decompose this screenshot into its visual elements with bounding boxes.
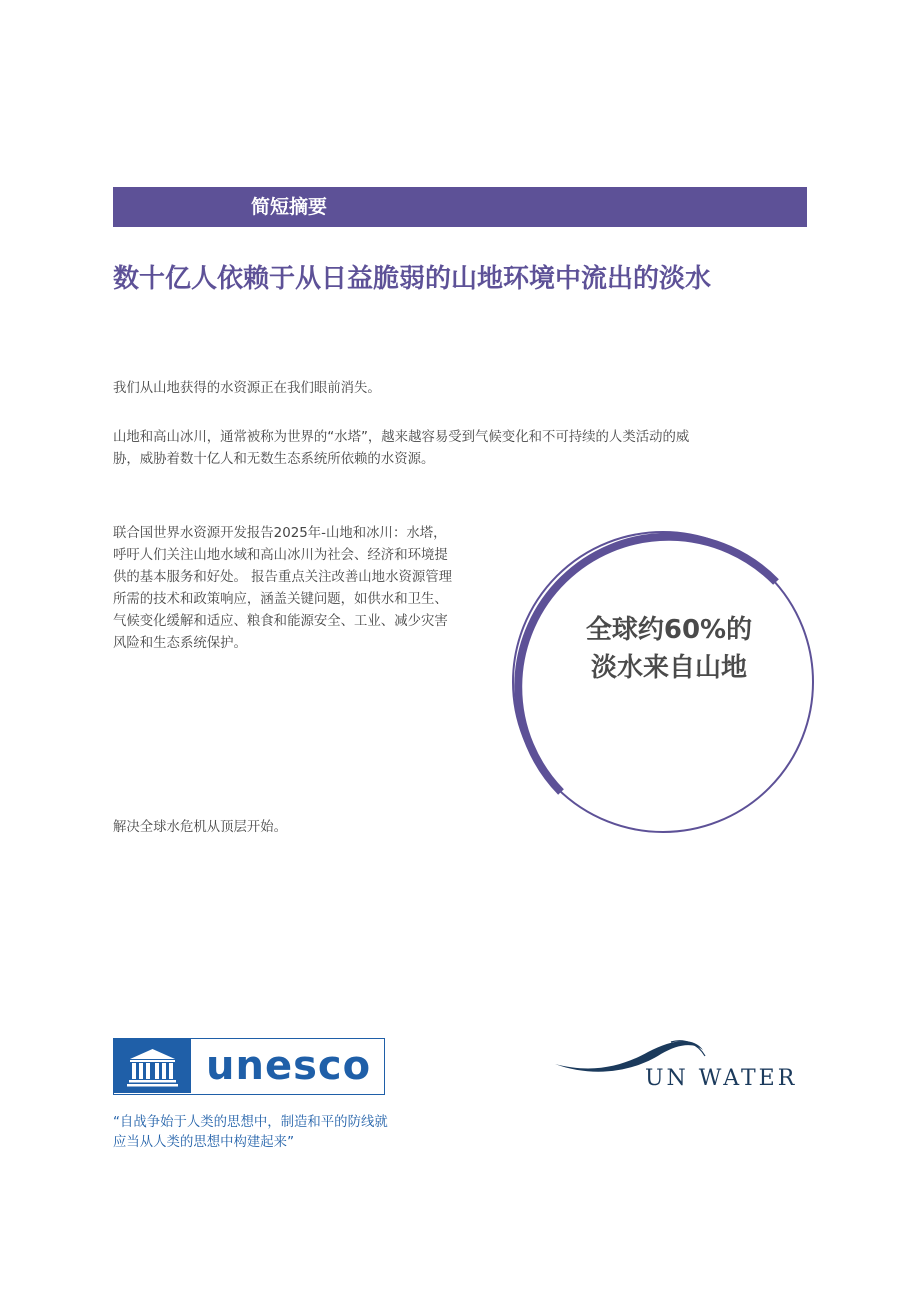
highlight-line-2: 淡水来自山地 [590, 653, 747, 683]
unesco-wordmark: unesco [206, 1043, 372, 1089]
page-headline: 数十亿人依赖于从日益脆弱的山地环境中流出的淡水 [113, 264, 712, 294]
unwater-wordmark: UN WATER [645, 1066, 798, 1091]
summary-banner [113, 187, 807, 227]
intro-paragraph: 我们从山地获得的水资源正在我们眼前消失。 [113, 381, 381, 396]
water-towers-paragraph: 山地和高山冰川，通常被称为世界的“水塔”，越来越容易受到气候变化和不可持续的人类活动的威胁，威胁着数十亿人和无数生态系统所依赖的水资源。 [113, 430, 690, 467]
unesco-quote: “自战争始于人类的思想中，制造和平的防线就应当从人类的思想中构建起来” [113, 1115, 388, 1150]
highlight-circle [508, 529, 818, 839]
unesco-temple-icon [114, 1039, 191, 1093]
report-paragraph: 联合国世界水资源开发报告2025年-山地和冰川：水塔，呼吁人们关注山地水域和高山冰川为社会、经济和环境提供的基本服务和好处。 报告重点关注改善山地水资源管理所需的技术和政策响应，涵盖关键问题，如供水和卫生、气候变化缓解和适应、粮食和能源安全、工业、减少灾害风险和生态系统保护。 [113, 526, 453, 651]
highlight-line-1: 全球约60%的 [585, 615, 753, 645]
banner-label: 简短摘要 [251, 196, 328, 218]
unwater-logo [553, 1036, 813, 1092]
closing-paragraph: 解决全球水危机从顶层开始。 [113, 820, 288, 835]
unesco-logo [113, 1038, 385, 1095]
highlight-text [508, 611, 830, 687]
